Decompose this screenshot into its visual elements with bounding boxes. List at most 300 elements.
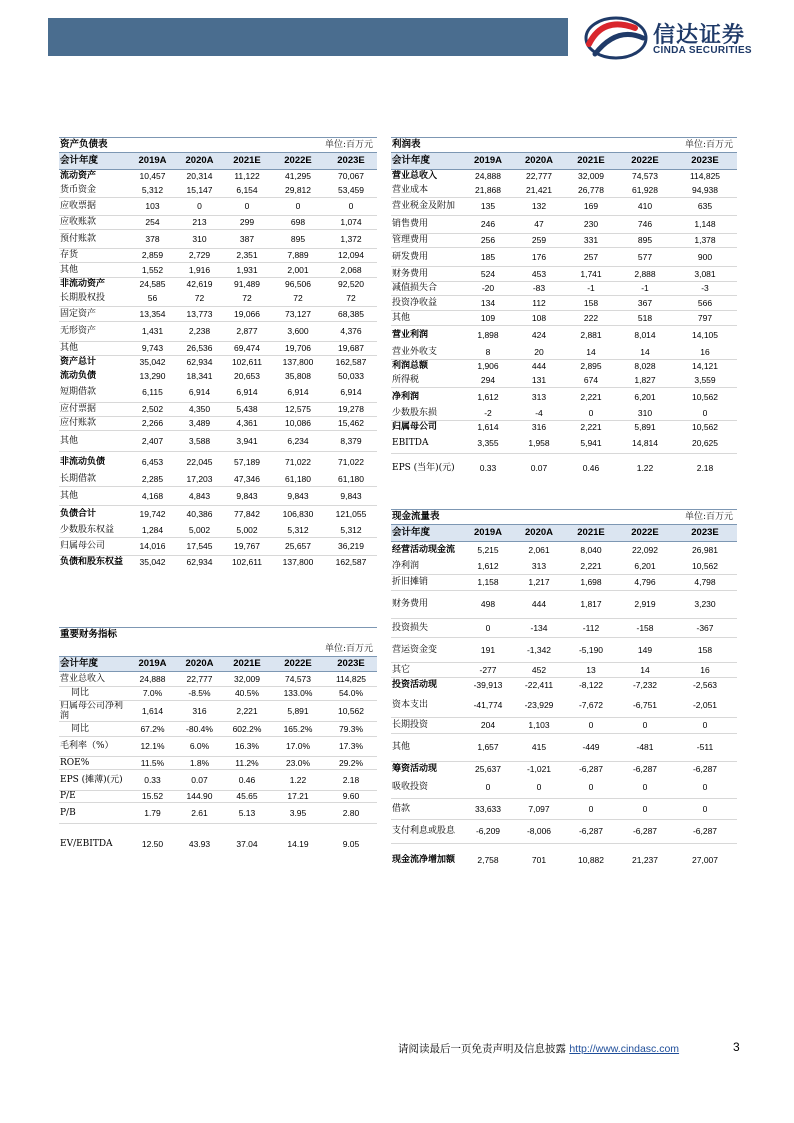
year-col-2023e: 2023E — [325, 153, 377, 169]
cell-value: 310 — [617, 406, 673, 420]
cell-value: 2,919 — [617, 590, 673, 618]
balance-sheet-header — [59, 137, 377, 153]
table-row — [59, 736, 377, 756]
cell-value: 6,234 — [271, 430, 325, 451]
cell-value: 3,230 — [673, 590, 737, 618]
cell-value: 114,825 — [689, 171, 721, 182]
row-label: 营业总收入 — [392, 171, 438, 182]
table-row — [391, 197, 737, 215]
cell-value: 67.2% — [129, 721, 176, 736]
cell-value: 3,588 — [176, 430, 223, 451]
cell-value: 72 — [271, 291, 325, 306]
cell-value: 19,687 — [325, 341, 377, 355]
table-row — [391, 359, 737, 373]
cell-value: 452 — [513, 662, 565, 677]
header-label: 会计年度 — [59, 657, 129, 671]
cell-value: 185 — [463, 247, 513, 266]
cell-value: 257 — [565, 247, 617, 266]
cell-value: 21,421 — [513, 183, 565, 197]
table-row — [391, 215, 737, 233]
cell-value: 14 — [617, 345, 673, 359]
cell-value: -8,122 — [578, 680, 604, 691]
cell-value: 6,914 — [325, 383, 377, 402]
cell-value: 331 — [565, 233, 617, 247]
table-row — [391, 843, 737, 876]
cell-value: 2.18 — [696, 463, 714, 474]
cell-value: 94,938 — [673, 183, 737, 197]
cash-flow-panel — [391, 509, 737, 876]
disclaimer-text: 请阅读最后一页免责声明及信息披露 — [398, 1043, 566, 1055]
header-label: 会计年度 — [59, 153, 129, 169]
cell-value: 5,215 — [477, 544, 499, 555]
year-col-2023e: 2023E — [673, 153, 737, 169]
cell-value: 14 — [617, 662, 673, 677]
cell-value: 518 — [617, 310, 673, 325]
cell-value: 0.33 — [129, 769, 176, 790]
cell-value: 2,238 — [176, 321, 223, 341]
cell-value: 13 — [565, 662, 617, 677]
row-label: 应收账款 — [59, 215, 129, 229]
year-col-2019a: 2019A — [129, 657, 176, 671]
row-label: ROE% — [59, 756, 129, 769]
cell-value: 6,914 — [176, 383, 223, 402]
table-row — [391, 387, 737, 406]
cell-value: 12.50 — [141, 838, 164, 849]
cell-value: 453 — [513, 266, 565, 281]
cell-value: 121,055 — [335, 509, 367, 520]
cell-value: 6,154 — [223, 183, 271, 197]
cinda-logo — [583, 14, 783, 62]
cell-value: 5,002 — [223, 523, 271, 537]
row-label: 其他 — [59, 262, 129, 277]
row-label: 资本支出 — [391, 693, 463, 717]
cell-value: 137,800 — [282, 557, 314, 568]
year-col-2021e: 2021E — [223, 153, 271, 169]
cell-value: 56 — [129, 291, 176, 306]
cell-value: 9,843 — [223, 486, 271, 505]
cell-value: 17.3% — [325, 736, 377, 756]
cell-value: 42,619 — [186, 279, 213, 290]
cell-value: 0 — [673, 798, 737, 819]
cell-value: -4 — [513, 406, 565, 420]
table-row — [391, 618, 737, 637]
cell-value: 0.33 — [479, 463, 497, 474]
cell-value: 9.60 — [325, 790, 377, 802]
cell-value: 1,916 — [176, 262, 223, 277]
row-label: 负债和股东权益 — [60, 557, 124, 568]
cell-value: 0 — [617, 777, 673, 798]
cell-value: 2,888 — [617, 266, 673, 281]
cell-value: -1 — [617, 281, 673, 295]
cell-value: 10,086 — [271, 416, 325, 430]
row-label: 少数股东损 — [391, 406, 463, 420]
cell-value: 37.04 — [236, 838, 258, 849]
cell-value: 45.65 — [223, 790, 271, 802]
cell-value: 698 — [271, 215, 325, 229]
table-row — [391, 590, 737, 618]
row-label: 存货 — [59, 248, 129, 262]
cell-value: 22,045 — [186, 456, 213, 467]
cell-value: 2,221 — [580, 391, 602, 402]
cell-value: 23.0% — [271, 756, 325, 769]
cell-value: 19,706 — [271, 341, 325, 355]
cell-value: 566 — [673, 295, 737, 310]
year-col-2020a: 2020A — [513, 153, 565, 169]
table-row — [391, 266, 737, 281]
cell-value: -6,209 — [463, 819, 513, 843]
table-row — [59, 671, 377, 686]
row-label: 借款 — [391, 798, 463, 819]
cell-value: 602.2% — [223, 721, 271, 736]
cell-value: 16 — [673, 345, 737, 359]
cell-value: 5,438 — [223, 402, 271, 416]
cell-value: 299 — [223, 215, 271, 229]
row-label: 现金流净增加额 — [392, 854, 456, 865]
cell-value: 72 — [176, 291, 223, 306]
row-label: 长期借款 — [59, 472, 129, 486]
cell-value: 5,941 — [565, 434, 617, 453]
cell-value: 316 — [176, 700, 223, 721]
cell-value: 6,453 — [141, 456, 164, 467]
cell-value: 9,843 — [271, 486, 325, 505]
table-row — [59, 306, 377, 321]
table-row — [391, 637, 737, 662]
cell-value: 2,729 — [176, 248, 223, 262]
cell-value: 14,016 — [129, 537, 176, 555]
cell-value: -6,287 — [632, 764, 658, 775]
row-label: 非流动资产 — [60, 279, 106, 290]
cell-value: 444 — [531, 361, 547, 372]
table-row — [391, 541, 737, 558]
cell-value: 73,127 — [271, 306, 325, 321]
page-number: 3 — [733, 1040, 740, 1054]
cell-value: 5.13 — [223, 802, 271, 823]
row-label: 营业利润 — [392, 330, 429, 341]
row-label: 应付账款 — [59, 416, 129, 430]
table-row — [59, 756, 377, 769]
cell-value: 162,587 — [335, 557, 367, 568]
row-label: 净利润 — [391, 558, 463, 574]
unit-label: 单位:百万元 — [324, 140, 373, 150]
row-label: 归属母公司净利润 — [59, 700, 129, 721]
cell-value: -22,411 — [524, 680, 554, 691]
key-ratios-header — [59, 627, 377, 657]
cell-value: 498 — [463, 590, 513, 618]
website-link[interactable]: http://www.cindasc.com — [569, 1043, 680, 1055]
year-header-row — [59, 153, 377, 169]
cell-value: 1.8% — [176, 756, 223, 769]
row-label: 其他 — [391, 310, 463, 325]
cell-value: 16.3% — [223, 736, 271, 756]
table-row — [391, 693, 737, 717]
cell-value: 0 — [463, 777, 513, 798]
cell-value: 20,625 — [673, 434, 737, 453]
table-row — [59, 451, 377, 472]
table-row — [59, 383, 377, 402]
year-col-2022e: 2022E — [271, 657, 325, 671]
cell-value: 162,587 — [335, 357, 367, 368]
row-label: 投资损失 — [391, 618, 463, 637]
cell-value: -5,190 — [565, 637, 617, 662]
row-label: 预付账款 — [59, 229, 129, 248]
year-col-2020a: 2020A — [513, 525, 565, 541]
cell-value: 316 — [531, 422, 547, 433]
cell-value: 35,042 — [139, 357, 166, 368]
cell-value: 102,611 — [231, 357, 263, 368]
table-row — [391, 819, 737, 843]
cash-flow-header — [391, 509, 737, 525]
cell-value: 40,386 — [186, 509, 213, 520]
table-row — [391, 574, 737, 590]
row-label: 无形资产 — [59, 321, 129, 341]
year-col-2021e: 2021E — [565, 153, 617, 169]
cell-value: 20,314 — [186, 171, 213, 182]
cell-value: 36,219 — [325, 537, 377, 555]
cell-value: 7.0% — [129, 686, 176, 700]
cell-value: 24,888 — [475, 171, 501, 182]
cell-value: -1,342 — [513, 637, 565, 662]
cell-value: 313 — [531, 391, 547, 402]
row-label: 财务费用 — [391, 590, 463, 618]
cell-value: 41,295 — [285, 171, 311, 182]
cell-value: 134 — [463, 295, 513, 310]
cell-value: 2,001 — [271, 262, 325, 277]
cell-value: 3,941 — [223, 430, 271, 451]
cell-value: 1,614 — [477, 422, 499, 433]
table-row — [59, 486, 377, 505]
cell-value: 22,777 — [176, 671, 223, 686]
cell-value: 47,346 — [223, 472, 271, 486]
cell-value: 424 — [531, 330, 547, 341]
cell-value: 746 — [617, 215, 673, 233]
cell-value: 62,934 — [186, 557, 213, 568]
table-row — [391, 406, 737, 420]
cell-value: 5,891 — [271, 700, 325, 721]
cell-value: 1,612 — [463, 558, 513, 574]
cell-value: 256 — [463, 233, 513, 247]
cell-value: 7,097 — [513, 798, 565, 819]
cell-value: 2.80 — [325, 802, 377, 823]
cell-value: 10,562 — [673, 558, 737, 574]
cell-value: 12,575 — [271, 402, 325, 416]
header-bar — [48, 18, 568, 56]
cell-value: 149 — [617, 637, 673, 662]
cell-value: 10,457 — [139, 171, 166, 182]
cell-value: 14,814 — [617, 434, 673, 453]
table-row — [59, 555, 377, 569]
cell-value: 91,489 — [234, 279, 260, 290]
cell-value: 0 — [565, 798, 617, 819]
cell-value: 895 — [271, 229, 325, 248]
cell-value: -6,287 — [617, 819, 673, 843]
cell-value: 1.22 — [271, 769, 325, 790]
cell-value: 410 — [617, 197, 673, 215]
cell-value: 701 — [531, 854, 547, 865]
cell-value: 3,355 — [463, 434, 513, 453]
table-row — [59, 183, 377, 197]
cell-value: 2,881 — [580, 330, 602, 341]
cell-value: 2,758 — [477, 854, 499, 865]
cell-value: 62,934 — [186, 357, 213, 368]
disclaimer-footer — [398, 1041, 679, 1056]
cell-value: 0 — [673, 777, 737, 798]
cell-value: 1.22 — [636, 463, 654, 474]
cell-value: -1 — [565, 281, 617, 295]
table-row — [391, 373, 737, 387]
cell-value: 6,914 — [223, 383, 271, 402]
cell-value: 387 — [223, 229, 271, 248]
table-row — [391, 677, 737, 693]
cell-value: 32,009 — [223, 671, 271, 686]
cell-value: 133.0% — [271, 686, 325, 700]
cell-value: -134 — [513, 618, 565, 637]
row-label: 支付利息或股息 — [391, 819, 463, 843]
cell-value: 165.2% — [271, 721, 325, 736]
cell-value: 24,585 — [139, 279, 166, 290]
cell-value: 61,180 — [325, 472, 377, 486]
table-row — [59, 229, 377, 248]
header-label: 会计年度 — [391, 153, 463, 169]
cell-value: 8,379 — [325, 430, 377, 451]
row-label: 同比 — [59, 686, 129, 700]
row-label: 经营活动现金流 — [392, 544, 456, 555]
cell-value: 0 — [176, 197, 223, 215]
cell-value: 102,611 — [231, 557, 263, 568]
cell-value: 2.61 — [176, 802, 223, 823]
year-col-2023e: 2023E — [673, 525, 737, 541]
row-label: 利润总额 — [392, 361, 429, 372]
cell-value: 10,562 — [325, 700, 377, 721]
row-label: 吸收投资 — [391, 777, 463, 798]
cell-value: 32,009 — [578, 171, 604, 182]
row-label: 管理费用 — [391, 233, 463, 247]
cell-value: -39,913 — [473, 680, 503, 691]
cell-value: 71,022 — [338, 456, 364, 467]
year-col-2021e: 2021E — [223, 657, 271, 671]
row-label: 非流动负债 — [60, 456, 106, 467]
cell-value: 106,830 — [282, 509, 314, 520]
cell-value: 5,891 — [634, 422, 656, 433]
cell-value: 24,888 — [129, 671, 176, 686]
cell-value: 144.90 — [176, 790, 223, 802]
cell-value: 246 — [463, 215, 513, 233]
cell-value: 11.5% — [129, 756, 176, 769]
cell-value: 0 — [565, 777, 617, 798]
cell-value: 10,562 — [692, 422, 718, 433]
cell-value: 19,742 — [139, 509, 166, 520]
cell-value: -6,287 — [565, 819, 617, 843]
cell-value: 9,743 — [129, 341, 176, 355]
cell-value: 79.3% — [325, 721, 377, 736]
row-label: 应收票据 — [59, 197, 129, 215]
cell-value: 222 — [565, 310, 617, 325]
cell-value: 0.07 — [530, 463, 548, 474]
cell-value: 137,800 — [282, 357, 314, 368]
row-label: 财务费用 — [391, 266, 463, 281]
cell-value: 43.93 — [188, 838, 211, 849]
row-label: 投资净收益 — [391, 295, 463, 310]
table-row — [59, 523, 377, 537]
cell-value: 13,290 — [139, 371, 166, 381]
cell-value: -112 — [565, 618, 617, 637]
cell-value: 10,562 — [692, 391, 718, 402]
row-label: EPS (摊薄)(元) — [59, 769, 129, 790]
cell-value: 1,074 — [325, 215, 377, 229]
cell-value: 0 — [617, 717, 673, 733]
cell-value: -80.4% — [176, 721, 223, 736]
cell-value: 14,121 — [692, 361, 718, 372]
cell-value: 213 — [176, 215, 223, 229]
cell-value: 1,378 — [673, 233, 737, 247]
balance-sheet-panel — [59, 137, 377, 569]
cell-value: 378 — [129, 229, 176, 248]
key-ratios-panel — [59, 627, 377, 864]
year-col-2021e: 2021E — [565, 525, 617, 541]
cell-value: 0 — [673, 406, 737, 420]
table-row — [391, 325, 737, 345]
income-statement-table — [391, 153, 737, 483]
cell-value: 635 — [673, 197, 737, 215]
year-col-2022e: 2022E — [617, 153, 673, 169]
table-row — [59, 537, 377, 555]
row-label: 固定资产 — [59, 306, 129, 321]
cell-value: -83 — [513, 281, 565, 295]
cell-value: 35,042 — [139, 557, 166, 568]
cash-flow-table — [391, 525, 737, 876]
cell-value: 2,221 — [580, 422, 602, 433]
row-label: 营业成本 — [391, 183, 463, 197]
cell-value: -2,051 — [673, 693, 737, 717]
cell-value: 26,778 — [565, 183, 617, 197]
cell-value: 112 — [513, 295, 565, 310]
cell-value: 313 — [513, 558, 565, 574]
cell-value: 2,859 — [129, 248, 176, 262]
income-statement-header — [391, 137, 737, 153]
cell-value: 0 — [325, 197, 377, 215]
table-row — [59, 823, 377, 864]
row-label: 货币资金 — [59, 183, 129, 197]
cell-value: 4,168 — [129, 486, 176, 505]
cell-value: 22,777 — [526, 171, 552, 182]
year-col-2022e: 2022E — [617, 525, 673, 541]
cell-value: 5,312 — [325, 523, 377, 537]
row-label: 其他 — [59, 430, 129, 451]
row-label: 投资活动现 — [392, 680, 438, 691]
cell-value: 0 — [513, 777, 565, 798]
cell-value: 70,067 — [338, 171, 364, 182]
table-row — [59, 790, 377, 802]
cell-value: 17.0% — [271, 736, 325, 756]
year-col-2020a: 2020A — [176, 657, 223, 671]
row-label: 营运资金变 — [391, 637, 463, 662]
cell-value: 6,201 — [634, 391, 656, 402]
cell-value: -8.5% — [176, 686, 223, 700]
cell-value: 109 — [463, 310, 513, 325]
cell-value: 8,040 — [580, 544, 602, 555]
table-row — [391, 733, 737, 761]
cell-value: 9,843 — [325, 486, 377, 505]
cell-value: 2,407 — [129, 430, 176, 451]
cell-value: -6,287 — [578, 764, 604, 775]
cell-value: 6.0% — [176, 736, 223, 756]
cell-value: 1.79 — [129, 802, 176, 823]
cell-value: 577 — [617, 247, 673, 266]
cell-value: -8,006 — [513, 819, 565, 843]
cell-value: 11,122 — [234, 171, 260, 182]
cell-value: 12,094 — [325, 248, 377, 262]
cell-value: 1,931 — [223, 262, 271, 277]
cell-value: 1,217 — [513, 574, 565, 590]
